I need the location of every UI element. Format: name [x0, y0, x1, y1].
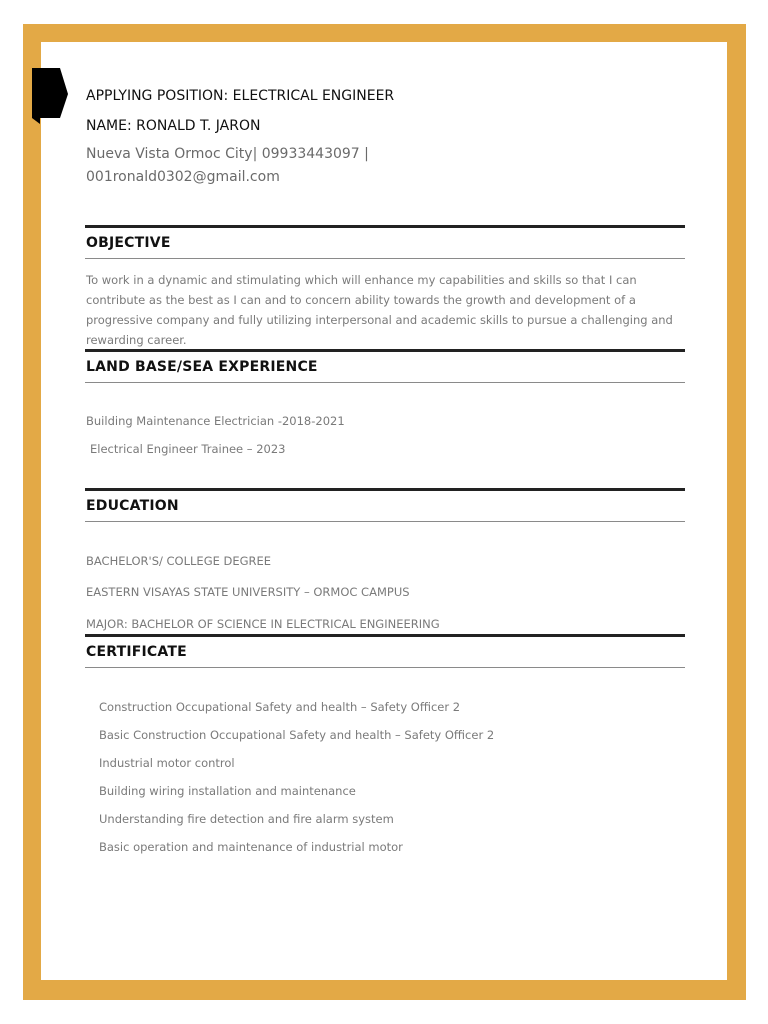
contact-address-phone: Nueva Vista Ormoc City| 09933443097 |: [86, 146, 369, 162]
section-title-objective: OBJECTIVE: [86, 235, 171, 251]
contact-info: [86, 143, 386, 189]
ribbon-decoration: [32, 68, 68, 148]
section-rule-thin: [85, 521, 685, 522]
section-rule-thin: [85, 258, 685, 259]
certificate-item: Basic operation and maintenance of industrial motor: [99, 840, 403, 854]
applicant-name: NAME: RONALD T. JARON: [86, 118, 261, 134]
section-title-experience: LAND BASE/SEA EXPERIENCE: [86, 359, 318, 375]
section-title-certificate: CERTIFICATE: [86, 644, 187, 660]
certificate-item: Industrial motor control: [99, 756, 235, 770]
objective-section: [85, 225, 685, 259]
objective-text: To work in a dynamic and stimulating which will enhance my capabilities and skills so that I can contribute as the best as I can and to concern ability towards the growth and development of a progressive company and fully utilizing interpersonal and academic skills to pursue a challenging and rewarding career.: [86, 273, 673, 347]
certificate-item: Basic Construction Occupational Safety and health – Safety Officer 2: [99, 728, 495, 742]
resume-sheet: [41, 42, 727, 980]
education-item: MAJOR: BACHELOR OF SCIENCE IN ELECTRICAL ENGINEERING: [86, 617, 440, 631]
certificate-item: Building wiring installation and maintenance: [99, 784, 356, 798]
experience-section: [85, 349, 685, 383]
section-title-education: EDUCATION: [86, 498, 179, 514]
education-item: EASTERN VISAYAS STATE UNIVERSITY – ORMOC CAMPUS: [86, 585, 410, 599]
resume-frame: [23, 24, 746, 1000]
experience-item: Building Maintenance Electrician -2018-2021: [86, 414, 345, 428]
section-rule-thin: [85, 382, 685, 383]
contact-email: 001ronald0302@gmail.com: [86, 169, 280, 185]
section-rule-thin: [85, 667, 685, 668]
applying-position: APPLYING POSITION: ELECTRICAL ENGINEER: [86, 88, 395, 104]
certificate-section: [85, 634, 685, 668]
education-section: [85, 488, 685, 522]
experience-item: Electrical Engineer Trainee – 2023: [90, 442, 286, 456]
education-item: BACHELOR'S/ COLLEGE DEGREE: [86, 554, 272, 568]
certificate-item: Understanding fire detection and fire alarm system: [99, 812, 394, 826]
certificate-item: Construction Occupational Safety and health – Safety Officer 2: [99, 700, 461, 714]
